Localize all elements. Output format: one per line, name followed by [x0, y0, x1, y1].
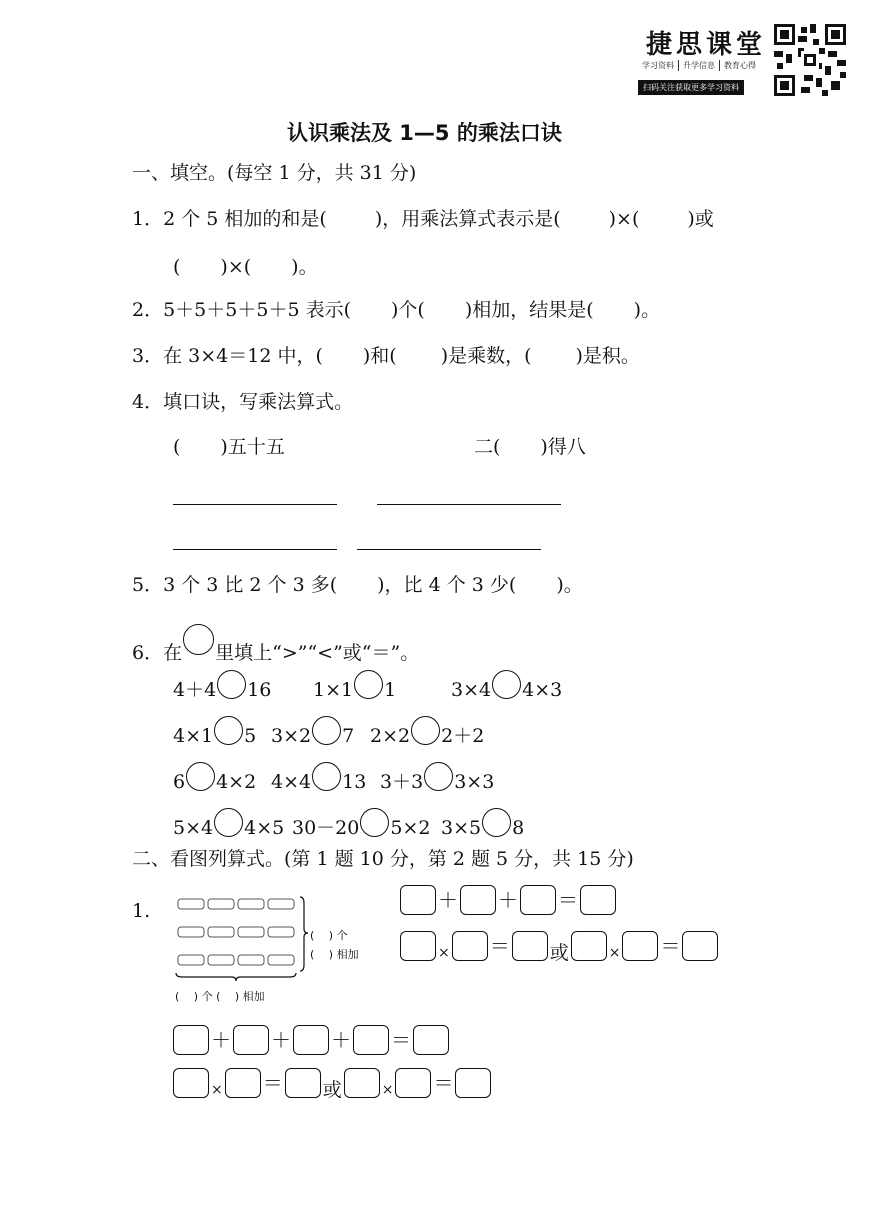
answer-box[interactable] [452, 931, 488, 961]
equals-sign: ＝ [262, 1071, 283, 1095]
q2-text-b: )个( [391, 299, 425, 321]
compare-row-2b [271, 716, 354, 748]
answer-box[interactable] [353, 1025, 389, 1055]
compare-left: 3×2 [271, 725, 312, 747]
or-word: 或 [322, 1079, 342, 1101]
compare-left: 3＋3 [380, 771, 424, 793]
times-sign: × [211, 1082, 223, 1098]
q3-text-a: 在 3×4＝12 中，( [163, 345, 323, 367]
compare-row-4b [292, 808, 430, 840]
q5-number: 5． [132, 574, 164, 596]
equals-sign: ＝ [489, 934, 510, 958]
compare-row-1b [313, 670, 396, 702]
q3-text-d: )是积。 [575, 345, 640, 367]
compare-left: 1×1 [313, 679, 354, 701]
q4-text: 填口诀，写乘法算式。 [163, 391, 354, 413]
compare-left: 3×5 [441, 817, 482, 839]
compare-row-1 [173, 670, 271, 702]
compare-row-4c [441, 808, 524, 840]
compare-row-1c [451, 670, 562, 702]
plus-sign: ＋ [438, 888, 458, 912]
compare-circle[interactable] [424, 762, 453, 791]
compare-circle[interactable] [186, 762, 215, 791]
compare-circle[interactable] [411, 716, 440, 745]
s2-q1-number: 1. [132, 900, 151, 922]
compare-row-4 [173, 808, 284, 840]
side-label-count: ( ) 个 [310, 929, 348, 942]
q4-item-b-close: )得八 [540, 436, 586, 458]
q1-line2-a: ( [173, 256, 181, 278]
q4-item-b-open: 二( [474, 436, 501, 458]
answer-box[interactable] [512, 931, 548, 961]
compare-circle[interactable] [217, 670, 246, 699]
tag-education-notes: 教育心得 [724, 61, 756, 70]
equals-sign: ＝ [660, 934, 681, 958]
compare-left: 4×4 [271, 771, 312, 793]
compare-right: 13 [342, 771, 367, 793]
compare-right: 4×5 [244, 817, 285, 839]
question-3 [132, 344, 640, 368]
object-row-2 [178, 927, 294, 937]
compare-right: 5×2 [390, 817, 431, 839]
compare-circle[interactable] [492, 670, 521, 699]
answer-box[interactable] [571, 931, 607, 961]
question-2 [132, 298, 660, 322]
brand-name: 捷思课堂 [646, 30, 767, 60]
q3-text-b: )和( [362, 345, 397, 367]
q2-number: 2． [132, 299, 164, 321]
question-4 [132, 390, 353, 414]
answer-box[interactable] [580, 885, 616, 915]
answer-box[interactable] [682, 931, 718, 961]
answer-box[interactable] [400, 885, 436, 915]
qr-code-icon [774, 24, 846, 96]
tag-study-materials: 学习资料 [638, 60, 679, 71]
question-6 [132, 624, 419, 665]
compare-right: 2＋2 [441, 725, 485, 747]
q5-text-a: 3 个 3 比 2 个 3 多( [163, 574, 338, 596]
q6-number: 6． [132, 642, 164, 664]
equals-sign: ＝ [391, 1028, 411, 1052]
answer-box[interactable] [622, 931, 658, 961]
q2-text-d: )。 [633, 299, 661, 321]
answer-box[interactable] [395, 1068, 431, 1098]
page-title: 认识乘法及 1—5 的乘法口诀 [287, 121, 562, 145]
q4-item-a [173, 435, 285, 459]
compare-left: 30－20 [292, 817, 360, 839]
answer-box[interactable] [225, 1068, 261, 1098]
times-sign: × [438, 945, 450, 961]
compare-row-2c [370, 716, 484, 748]
q2-text-a: 5＋5＋5＋5＋5 表示( [163, 299, 351, 321]
bottom-brace-icon [176, 973, 296, 981]
q4-number: 4． [132, 391, 164, 413]
right-brace-icon [300, 897, 308, 971]
answer-box[interactable] [520, 885, 556, 915]
compare-circle[interactable] [354, 670, 383, 699]
bottom-label: ( ) 个 ( ) 相加 [175, 990, 265, 1003]
question-1-line2 [173, 255, 318, 279]
plus-sign: ＋ [271, 1028, 291, 1052]
compare-left: 2×2 [370, 725, 411, 747]
section2-heading: 二、看图列算式。(第 1 题 10 分，第 2 题 5 分，共 15 分) [132, 848, 634, 870]
compare-right: 4×2 [216, 771, 257, 793]
compare-row-3 [173, 762, 256, 794]
q1-line2-c: )。 [291, 256, 318, 278]
plus-sign: ＋ [498, 888, 518, 912]
q5-text-b: )，比 4 个 3 少( [377, 574, 517, 596]
answer-box[interactable] [400, 931, 436, 961]
q3-text-c: )是乘数，( [440, 345, 532, 367]
compare-circle[interactable] [214, 808, 243, 837]
compare-row-2 [173, 716, 256, 748]
compare-circle[interactable] [312, 762, 341, 791]
answer-box[interactable] [460, 885, 496, 915]
answer-box[interactable] [293, 1025, 329, 1055]
answer-box[interactable] [173, 1068, 209, 1098]
compare-right: 16 [247, 679, 272, 701]
comparison-circle-icon [183, 624, 214, 655]
question-5 [132, 573, 583, 597]
answer-box[interactable] [173, 1025, 209, 1055]
q2-text-c: )相加，结果是( [464, 299, 594, 321]
compare-left: 3×4 [451, 679, 492, 701]
compare-right: 8 [512, 817, 525, 839]
object-grid [178, 899, 294, 965]
times-sign: × [608, 945, 621, 961]
q3-number: 3． [132, 345, 164, 367]
compare-circle[interactable] [360, 808, 389, 837]
plus-sign: ＋ [211, 1028, 231, 1052]
answer-line-1[interactable] [173, 504, 337, 505]
plus-sign: ＋ [331, 1028, 351, 1052]
q1-text-c: )×( [608, 208, 640, 230]
scan-banner: 扫码关注获取更多学习资料 [638, 80, 744, 95]
answer-line-3[interactable] [173, 549, 337, 550]
q1-text-d: )或 [687, 208, 714, 230]
brand-tags [638, 60, 760, 71]
q1-text-b: )，用乘法算式表示是( [374, 208, 561, 230]
tag-admission-info: 升学信息 [679, 60, 720, 71]
answer-box[interactable] [285, 1068, 321, 1098]
times-sign: × [381, 1082, 394, 1098]
compare-row-3c [380, 762, 494, 794]
answer-box[interactable] [233, 1025, 269, 1055]
q4-item-b [474, 435, 586, 459]
compare-circle[interactable] [482, 808, 511, 837]
answer-line-4[interactable] [357, 549, 541, 550]
compare-circle[interactable] [214, 716, 243, 745]
q1-line2-b: )×( [220, 256, 252, 278]
compare-row-3b [271, 762, 366, 794]
q6-text-a: 在 [163, 642, 183, 664]
section1-heading: 一、填空。(每空 1 分，共 31 分) [132, 162, 417, 184]
answer-box[interactable] [344, 1068, 380, 1098]
answer-box[interactable] [455, 1068, 491, 1098]
compare-right: 5 [244, 725, 257, 747]
compare-left: 5×4 [173, 817, 214, 839]
equals-sign: ＝ [433, 1071, 454, 1095]
question-1 [132, 207, 714, 231]
compare-right: 3×3 [454, 771, 495, 793]
multiplication-equation-2 [173, 1068, 491, 1102]
q1-number: 1． [132, 208, 164, 230]
answer-box[interactable] [413, 1025, 449, 1055]
multiplication-equation-1 [400, 931, 718, 965]
compare-right: 7 [342, 725, 355, 747]
compare-right: 1 [384, 679, 397, 701]
or-word: 或 [549, 942, 569, 964]
q1-text-a: 2 个 5 相加的和是( [163, 208, 327, 230]
object-row-1 [178, 899, 294, 909]
addition-equation-2 [173, 1025, 449, 1055]
equals-sign: ＝ [558, 888, 578, 912]
object-row-3 [178, 955, 294, 965]
compare-left: 6 [173, 771, 186, 793]
compare-left: 4×1 [173, 725, 214, 747]
compare-circle[interactable] [312, 716, 341, 745]
compare-left: 4＋4 [173, 679, 217, 701]
q4-item-a-open: ( [173, 436, 181, 458]
q5-text-c: )。 [556, 574, 583, 596]
addition-equation-1 [400, 885, 616, 915]
compare-right: 4×3 [522, 679, 563, 701]
q6-text-b: 里填上“>”“<”或“＝”。 [215, 642, 420, 664]
side-label-add: ( ) 相加 [310, 948, 359, 961]
q4-item-a-close: )五十五 [220, 436, 285, 458]
counting-picture [172, 893, 312, 985]
answer-line-2[interactable] [377, 504, 561, 505]
